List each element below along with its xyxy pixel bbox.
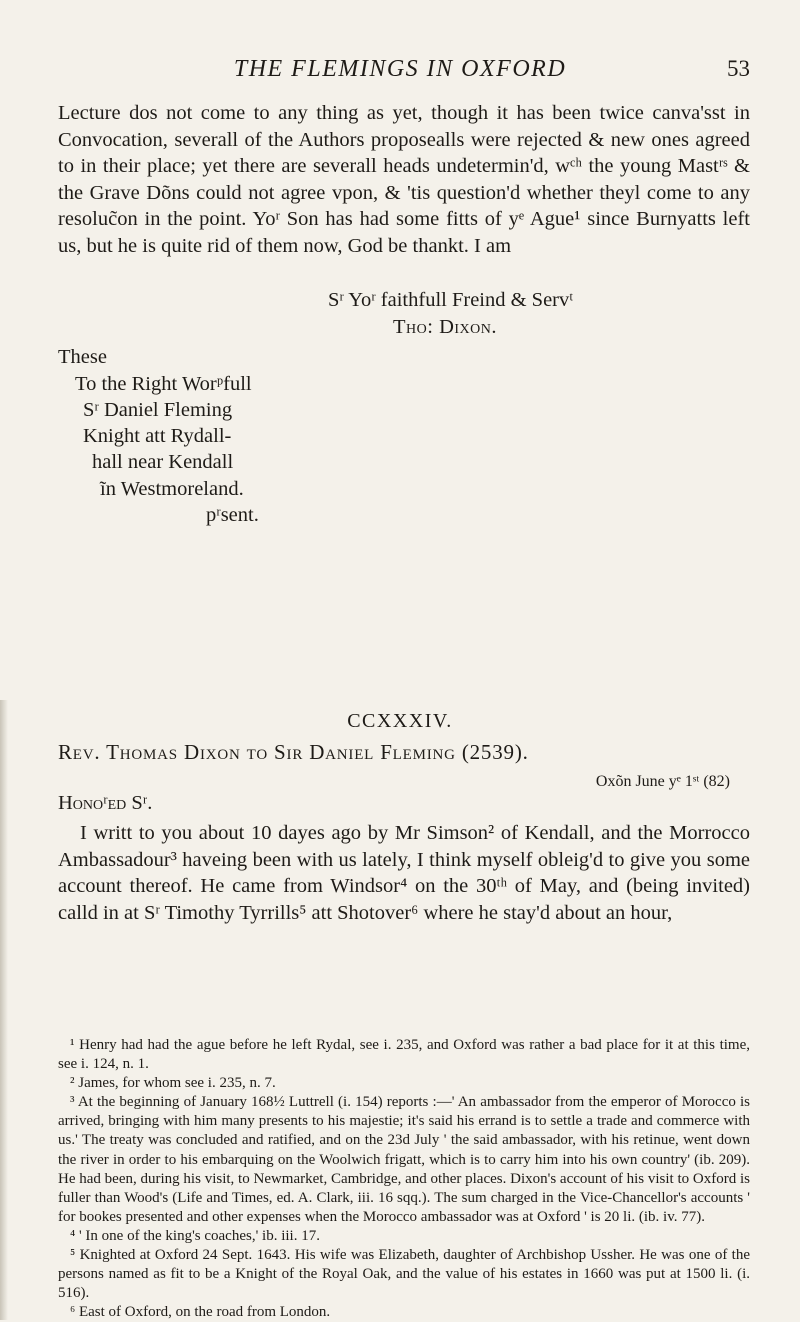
footnote: ³ At the beginning of January 168½ Luttrell (i. 154) reports :—' An ambassador from the emperor of Morocco is arrived, bringing with him many presents to his majestie; it's said his errand is to settle a trade and commerce with us.' The treaty was concluded and ratified, and on the 23d July ' the said ambassador, with his retinue, went down the river in order to his embarquing on the Woolwich frigatt, which is to carry him into his own country' (ib. 209). He had been, during his visit, to Newmarket, Cambridge, and other places. Dixon's account of his visit to Oxford is fuller than Wood's (Life and Times, ed. A. Clark, iii. 16 sqq.). The sum charged in the Vice-Chancellor's accounts ' for bookes presented and other expenses when the Morocco ambassador was at Oxford ' is 20 li. (ib. iv. 77). — [58, 1094, 750, 1225]
letter-body — [58, 820, 750, 926]
address-line: To the Right Worᵖfull — [75, 373, 252, 395]
footnote: ⁴ ' In one of the king's coaches,' ib. iii. 17. — [70, 1227, 320, 1244]
address-line: Sʳ Daniel Fleming — [83, 399, 233, 421]
letter-dateline: Oxõn June yᵉ 1ˢᵗ (82) — [595, 773, 730, 790]
footnote: ¹ Henry had had the ague before he left Rydal, see i. 235, and Oxford was rather a bad place for it at this time, see i. 124, n. 1. — [58, 1037, 750, 1073]
footnote: ⁶ East of Oxford, on the road from London. — [70, 1304, 331, 1321]
letter-closing: Sʳ Yoʳ faithfull Freind & Servᵗ — [328, 289, 574, 311]
footnote: ² James, for whom see i. 235, n. 7. — [70, 1075, 276, 1092]
address-line: These — [58, 346, 107, 368]
footnote: ⁵ Knighted at Oxford 24 Sept. 1643. His wife was Elizabeth, daughter of Archbishop Ussher. He was one of the persons named as fit to be a Knight of the Royal Oak, and the value of his estates in 1660 was put at 1500 li. (i. 516). — [58, 1247, 750, 1302]
letter-heading: Rev. Thomas Dixon to Sir Daniel Fleming (2539). — [58, 740, 529, 764]
address-line: hall near Kendall — [92, 451, 234, 473]
page-number: 53 — [727, 56, 750, 81]
letter-number: CCXXXIV. — [347, 710, 453, 732]
running-head — [50, 56, 750, 86]
address-line: pʳsent. — [206, 504, 259, 526]
running-head-title: THE FLEMINGS IN OXFORD — [233, 56, 567, 82]
letter-salutation: Honoʳed Sʳ. — [58, 792, 153, 814]
previous-letter-text — [58, 100, 750, 259]
footnotes — [58, 1036, 750, 1322]
binding-shadow — [0, 700, 8, 1320]
address-line: ĩn Westmoreland. — [100, 478, 244, 500]
letter-body-paragraph: I writt to you about 10 dayes ago by Mr Simson² of Kendall, and the Morrocco Ambassadour³ haveing been with us lately, I think myself obleig'd to give you some account thereof. He came from Windsor⁴ on the 30ᵗʰ of May, and (being invited) calld in at Sʳ Timothy Tyrrills⁵ att Shotover⁶ where he stay'd about an hour, — [58, 822, 750, 924]
letter-signature: Tho: Dixon. — [393, 316, 497, 338]
previous-letter-paragraph: Lecture dos not come to any thing as yet, though it has been twice canva'sst in Convocation, severall of the Authors proposealls were rejected & new ones agreed to in their place; yet there are severall heads undetermin'd, wᶜʰ the young Mastʳˢ & the Grave Dõns could not agree vpon, & 'tis question'd whether theyl come to any resoluc̃on in the point. Yoʳ Son has had some fitts of yᵉ Ague¹ since Burnyatts left us, but he is quite rid of them now, God be thankt. I am — [58, 102, 750, 257]
address-line: Knight att Rydall- — [83, 425, 232, 447]
